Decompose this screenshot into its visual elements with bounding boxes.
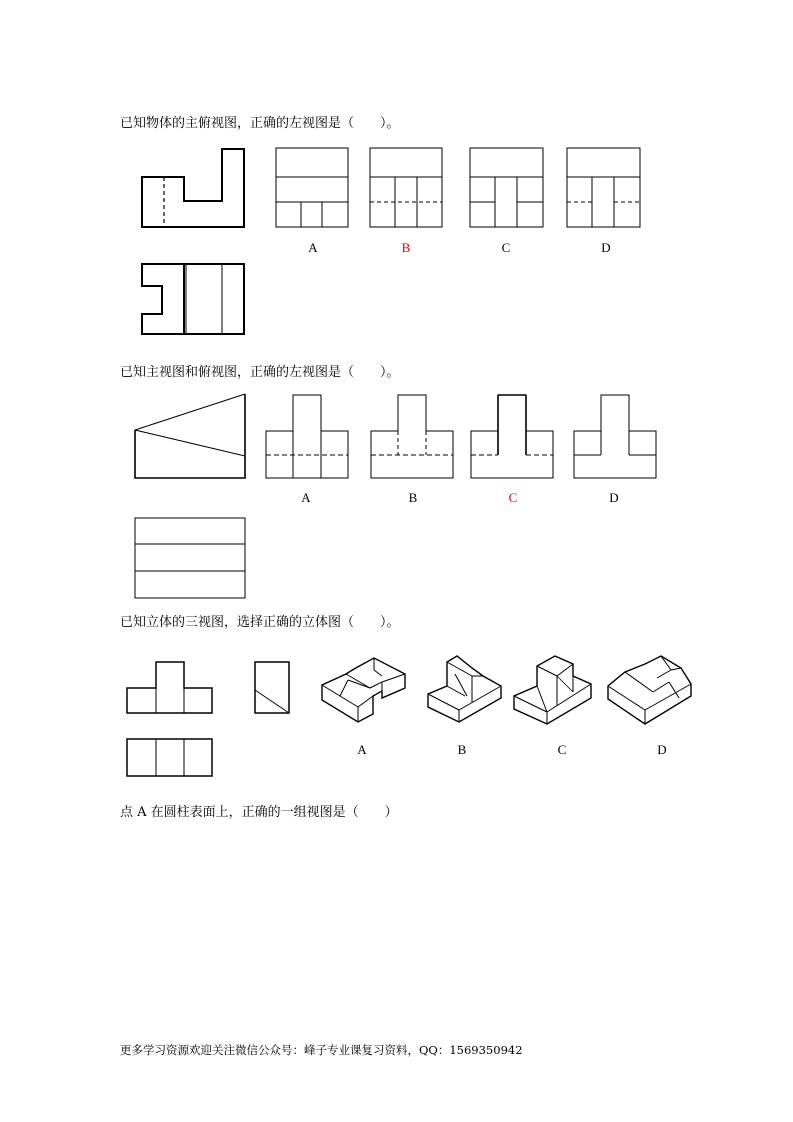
- q1-option-b-label: B: [401, 240, 411, 255]
- q1-front-view: [138, 145, 250, 233]
- question-3-text: 已知立体的三视图，选择正确的立体图（ ）。: [120, 615, 400, 630]
- q3-option-b-figure: [425, 650, 507, 724]
- q2-top-view: [133, 517, 247, 600]
- q2-option-d-figure: [573, 393, 659, 481]
- q2-option-c-label: C: [508, 490, 518, 505]
- q1-top-view: [138, 260, 250, 338]
- q3-option-b-label: B: [457, 742, 467, 757]
- q2-option-a-figure: [265, 393, 351, 481]
- q3-option-d-figure: [605, 652, 695, 728]
- q2-option-b-label: B: [408, 490, 418, 505]
- q3-top-view: [125, 737, 215, 779]
- q3-front-view: [125, 660, 215, 716]
- q1-option-d-figure: [566, 147, 643, 229]
- question-1-text: 已知物体的主俯视图，正确的左视图是（ ）。: [120, 116, 400, 131]
- q2-option-d-label: D: [609, 490, 619, 505]
- q1-option-c-label: C: [501, 240, 511, 255]
- q2-option-c-figure: [470, 393, 556, 481]
- q1-option-d-label: D: [601, 240, 611, 255]
- q2-option-a-label: A: [301, 490, 311, 505]
- q3-option-a-label: A: [357, 742, 367, 757]
- q1-option-a-label: A: [308, 240, 318, 255]
- q3-side-view: [253, 660, 293, 716]
- q1-option-b-figure: [369, 147, 444, 229]
- q2-front-view: [133, 392, 247, 482]
- q3-option-c-label: C: [557, 742, 567, 757]
- q1-option-c-figure: [469, 147, 546, 229]
- q3-option-a-figure: [318, 652, 410, 724]
- q2-option-b-figure: [370, 393, 456, 481]
- question-4-text: 点 A 在圆柱表面上，正确的一组视图是（ ）: [120, 805, 398, 820]
- question-2-text: 已知主视图和俯视图，正确的左视图是（ ）。: [120, 365, 400, 380]
- footer-note: 更多学习资源欢迎关注微信公众号：峰子专业课复习资料，QQ：1569350942: [120, 1043, 523, 1057]
- q3-option-d-label: D: [657, 742, 667, 757]
- q1-option-a-figure: [275, 147, 350, 229]
- q3-option-c-figure: [511, 654, 595, 726]
